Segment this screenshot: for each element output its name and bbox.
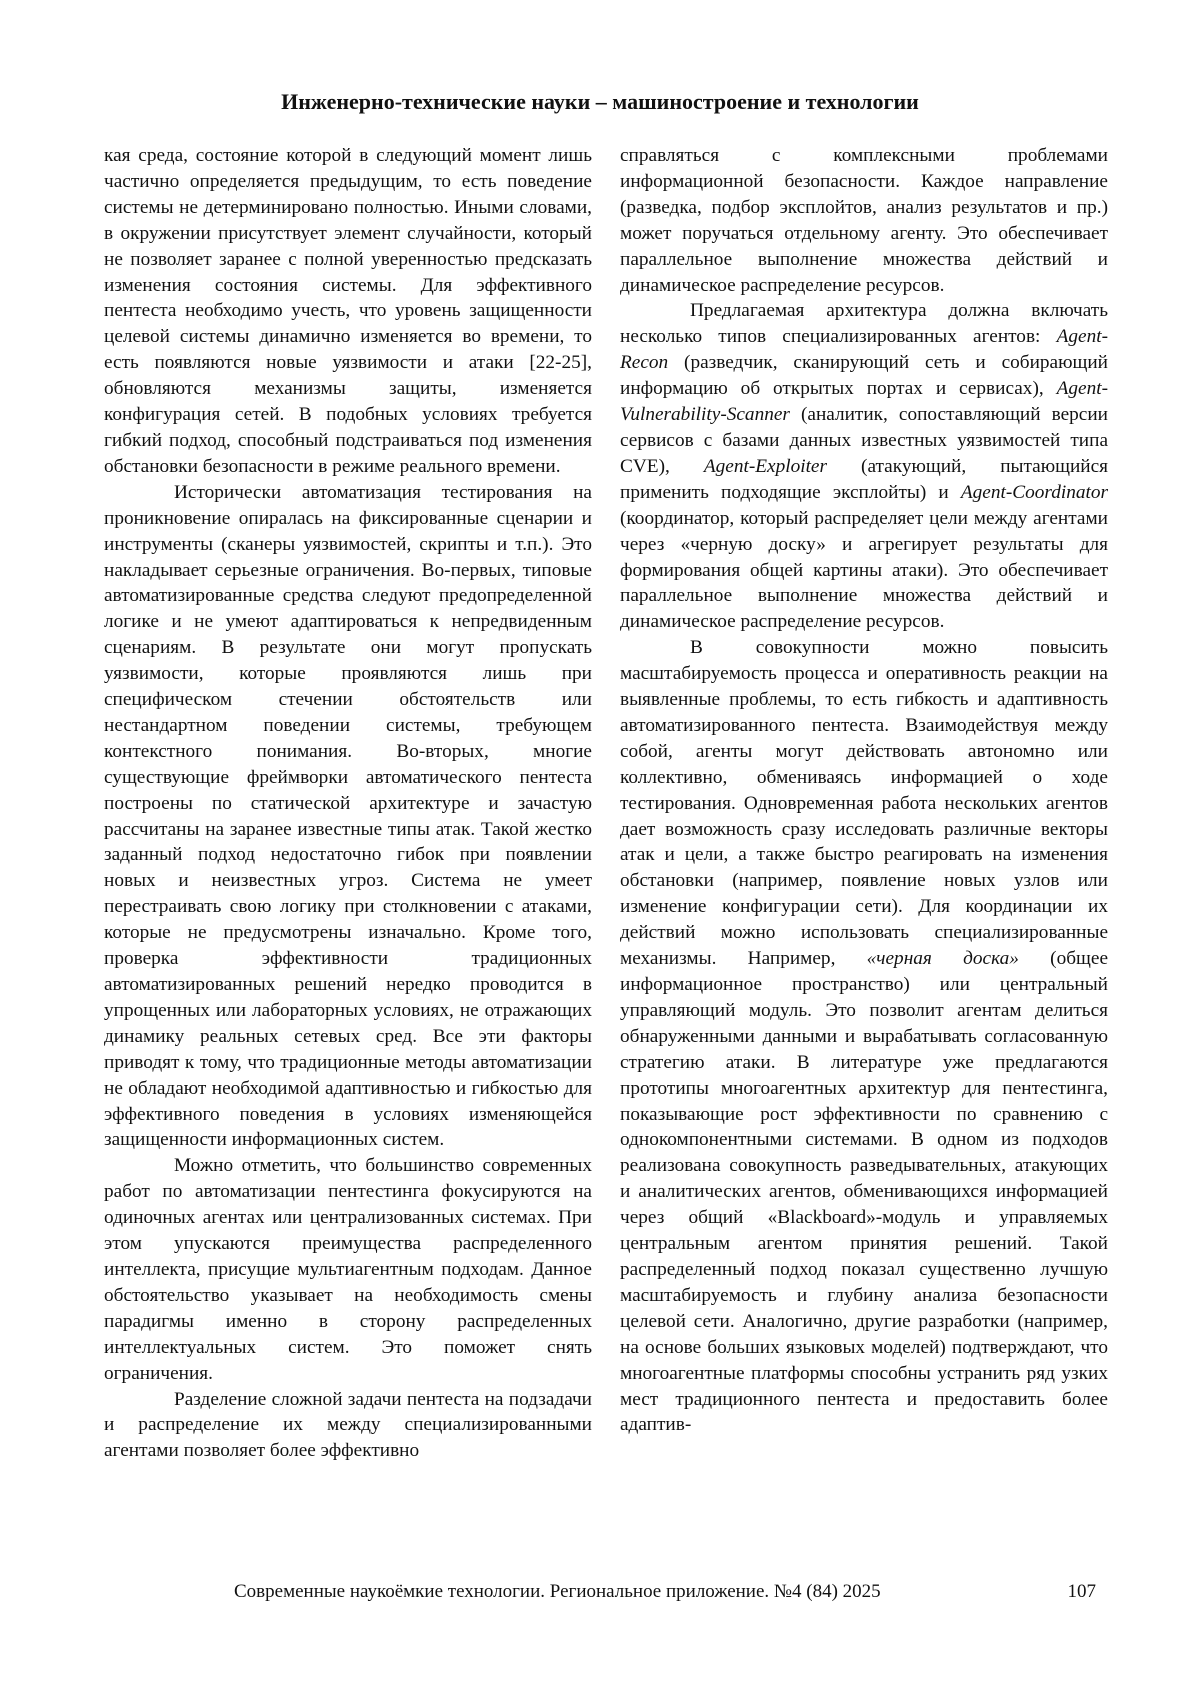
paragraph: кая среда, состояние которой в следующий момент лишь частично определяется предыдущим, то есть поведение системы не детерминировано полностью. Иными словами, в окружении присутствует элемент случайности, который не позволяет заранее с полной уверенностью предсказать изменения состояния системы. Для эффективного пентеста необходимо учесть, что уровень защищенности целевой системы динамично изменяется во времени, то есть появляются новые уязвимости и атаки [22-25], обновляются механизмы защиты, изменяется конфигурация сетей. В подобных условиях требуется гибкий подход, способный подстраиваться под изменения обстановки безопасности в режиме реального времени.: [104, 145, 592, 477]
text-run: (координатор, который распределяет цели между агентами через «черную доску» и агрегирует результаты для формирования общей картины атаки). Это обеспечивает параллельное выполнение множества действий и динамическое распределение ресурсов.: [620, 507, 1108, 633]
paragraph: справляться с комплексными проблемами информационной безопасности. Каждое направление (разведка, подбор эксплойтов, анализ результатов и пр.) может поручаться отдельному агенту. Это обеспечивает параллельное выполнение множества действий и динамическое распределение ресурсов.: [620, 145, 1108, 296]
paragraph: [620, 635, 1108, 1438]
right-column: [620, 143, 1108, 1438]
paragraph: Разделение сложной задачи пентеста на подзадачи и распределение их между специализированными агентами позволяет более эффективно: [104, 1388, 592, 1462]
text-run: (атакующий, пытающийся применить подходящие эксплойты) и: [620, 455, 1109, 503]
running-title: Инженерно-технические науки – машиностроение и технологии: [281, 89, 919, 114]
left-column: [104, 143, 592, 1464]
text-run: (аналитик, сопоставляющий версии сервисов с базами данных известных уязвимостей типа CVE),: [620, 404, 1108, 477]
agent-exploiter-term: Agent-Exploiter: [703, 455, 827, 477]
agent-coordinator-term: Agent-Coordinator: [960, 481, 1108, 503]
paragraph-agents: [620, 298, 1108, 635]
text-run: (общее информационное пространство) или центральный управляющий модуль. Это позволит агентам делиться обнаруженными данными и вырабатывать согласованную стратегию атаки. В литературе уже предлагаются прототипы многоагентных архитектур для пентестинга, показывающие рост эффективности по сравнению с однокомпонентными системами. В одном из подходов реализована совокупность разведывательных, атакующих и аналитических агентов, обменивающихся информацией через общий «Blackboard»-модуль и управляемых центральным агентом принятия решений. Такой распределенный подход показал существенно лучшую масштабируемость и глубину анализа безопасности целевой сети. Аналогично, другие разработки (например, на основе больших языковых моделей) подтверждают, что многоагентные платформы способны устранить ряд узких мест традиционного пентеста и предоставить более адаптив-: [620, 948, 1108, 1436]
blackboard-term: «черная доска»: [866, 948, 1019, 970]
paragraph: Исторически автоматизация тестирования на проникновение опиралась на фиксированные сценарии и инструменты (сканеры уязвимостей, скрипты и т.п.). Это накладывает серьезные ограничения. Во-первых, типовые автоматизированные средства следуют предопределенной логике и не умеют адаптироваться к непредвиденным сценариям. В результате они могут пропускать уязвимости, которые проявляются лишь при специфическом стечении обстоятельств или нестандартном поведении системы, требующем контекстного понимания. Во-вторых, многие существующие фреймворки автоматического пентеста построены по статической архитектуре и зачастую рассчитаны на заранее известные типы атак. Такой жестко заданный подход недостаточно гибок при появлении новых и неизвестных угроз. Система не умеет перестраивать свою логику при столкновении с атаками, которые не предусмотрены изначально. Кроме того, проверка эффективности традиционных автоматизированных решений нередко проводится в упрощенных или лабораторных условиях, не отражающих динамику реальных сетевых сред. Все эти факторы приводят к тому, что традиционные методы автоматизации не обладают необходимой адаптивностью и гибкостью для эффективного поведения в условиях изменяющейся защищенности информационных систем.: [104, 481, 592, 1151]
text-run: (разведчик, сканирующий сеть и собирающий информацию об открытых портах и сервисах),: [620, 352, 1108, 400]
journal-title: Современные наукоёмкие технологии. Региональное приложение. №4 (84) 2025: [234, 1581, 881, 1602]
agent-scanner-term: Agent-Vulnerability-Scanner: [620, 378, 1108, 426]
page-number: 107: [1067, 1581, 1096, 1602]
text-run: Предлагаемая архитектура должна включать несколько типов специализированных агентов:: [620, 300, 1108, 348]
agent-recon-term: Agent-Recon: [620, 326, 1108, 374]
text-run: В совокупности можно повысить масштабируемость процесса и оперативность реакции на выявленные проблемы, то есть гибкость и адаптивность автоматизированного пентеста. Взаимодействуя между собой, агенты могут действовать автономно или коллективно, обмениваясь информацией о ходе тестирования. Одновременная работа нескольких агентов дает возможность сразу исследовать различные векторы атак и цели, а также быстро реагировать на изменения обстановки (например, появление новых узлов или изменение конфигурации сети). Для координации их действий можно использовать специализированные механизмы. Например,: [620, 637, 1108, 970]
paragraph: Можно отметить, что большинство современных работ по автоматизации пентестинга фокусируются на одиночных агентах или централизованных системах. При этом упускаются преимущества распределенного интеллекта, присущие мультиагентным подходам. Данное обстоятельство указывает на необходимость смены парадигмы именно в сторону распределенных интеллектуальных систем. Это поможет снять ограничения.: [104, 1155, 592, 1384]
